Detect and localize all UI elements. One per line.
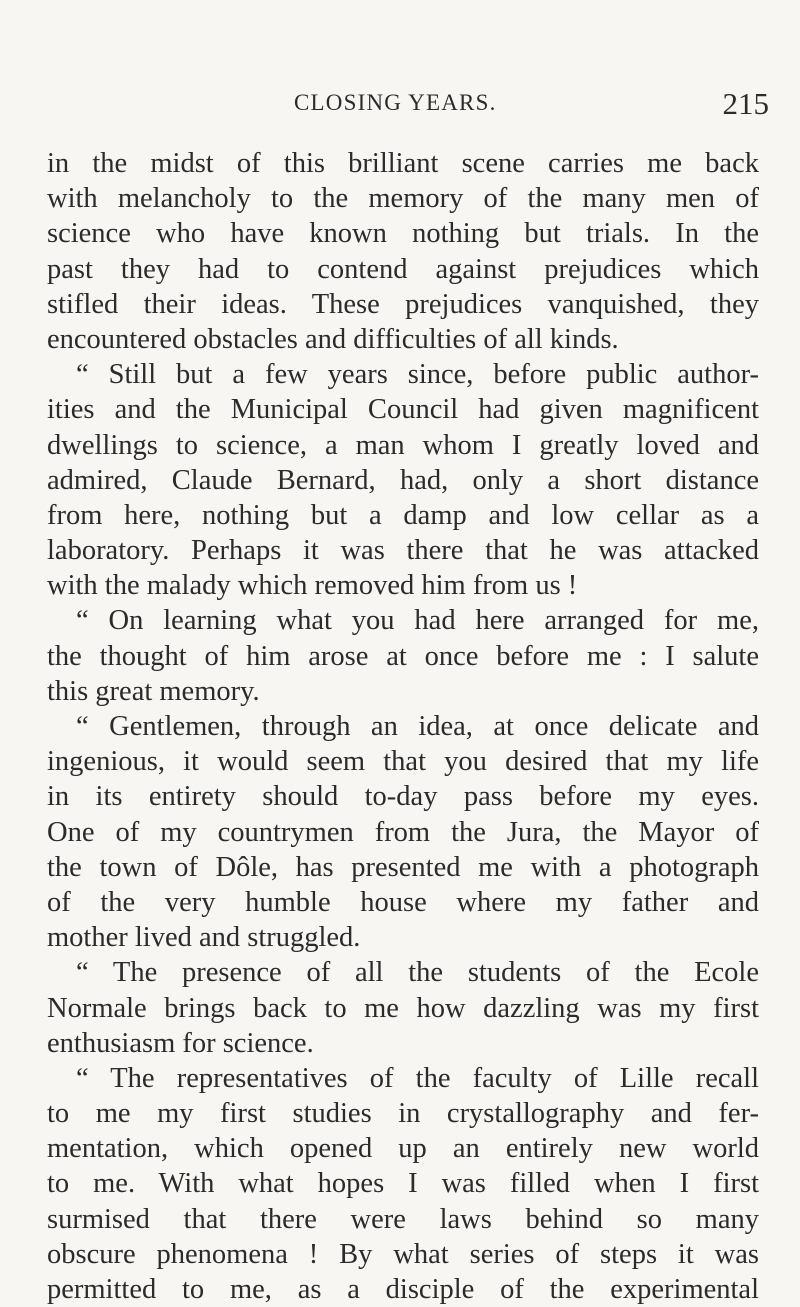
text-line: in its entirety should to-day pass before my eyes. bbox=[47, 781, 759, 813]
text-line: surmised that there were laws behind so many bbox=[47, 1203, 759, 1235]
body-text bbox=[47, 146, 759, 1307]
text-line: the thought of him arose at once before me : I salute bbox=[47, 640, 759, 672]
text-line: with the malady which removed him from us ! bbox=[47, 570, 578, 602]
text-line: obscure phenomena ! By what series of steps it was bbox=[47, 1238, 759, 1270]
text-line: this great memory. bbox=[47, 675, 260, 707]
text-line: “ The presence of all the students of the Ecole bbox=[76, 957, 759, 989]
text-line: of the very humble house where my father and bbox=[47, 886, 759, 918]
text-line: to me. With what hopes I was filled when I first bbox=[47, 1168, 759, 1200]
text-line: “ On learning what you had here arranged for me, bbox=[76, 605, 759, 637]
text-line: dwellings to science, a man whom I greatly loved and bbox=[47, 429, 759, 461]
text-line: from here, nothing but a damp and low cellar as a bbox=[47, 499, 759, 531]
text-line: permitted to me, as a disciple of the experimental bbox=[47, 1274, 759, 1305]
running-title: CLOSING YEARS. bbox=[294, 90, 497, 115]
text-line: “ Gentlemen, through an idea, at once delicate and bbox=[76, 711, 759, 742]
text-line: past they had to contend against prejudices which bbox=[47, 253, 759, 285]
page-header bbox=[0, 86, 800, 126]
text-line: encountered obstacles and difficulties of all kinds. bbox=[47, 323, 619, 355]
text-line: mentation, which opened up an entirely new world bbox=[47, 1133, 759, 1165]
text-line: ingenious, it would seem that you desired that my life bbox=[47, 746, 759, 778]
text-line: with melancholy to the memory of the many men of bbox=[47, 183, 759, 215]
text-line: ities and the Municipal Council had given magnificent bbox=[47, 394, 759, 426]
text-line: “ Still but a few years since, before public author- bbox=[76, 359, 759, 391]
text-line: laboratory. Perhaps it was there that he was attacked bbox=[47, 535, 759, 567]
text-line: enthusiasm for science. bbox=[47, 1027, 314, 1059]
page-number: 215 bbox=[722, 86, 769, 121]
text-line: mother lived and struggled. bbox=[47, 922, 361, 954]
text-line: science who have known nothing but trials. In the bbox=[47, 218, 759, 250]
text-line: in the midst of this brilliant scene carries me back bbox=[47, 148, 759, 179]
text-line: admired, Claude Bernard, had, only a short distance bbox=[47, 464, 759, 496]
text-line: “ The representatives of the faculty of Lille recall bbox=[76, 1062, 759, 1094]
text-line: to me my first studies in crystallography and fer- bbox=[47, 1098, 759, 1130]
text-line: stifled their ideas. These prejudices vanquished, they bbox=[47, 288, 759, 320]
text-line: the town of Dôle, has presented me with a photograph bbox=[47, 851, 759, 883]
text-line: Normale brings back to me how dazzling was my first bbox=[47, 992, 759, 1024]
text-line: One of my countrymen from the Jura, the Mayor of bbox=[47, 816, 759, 848]
